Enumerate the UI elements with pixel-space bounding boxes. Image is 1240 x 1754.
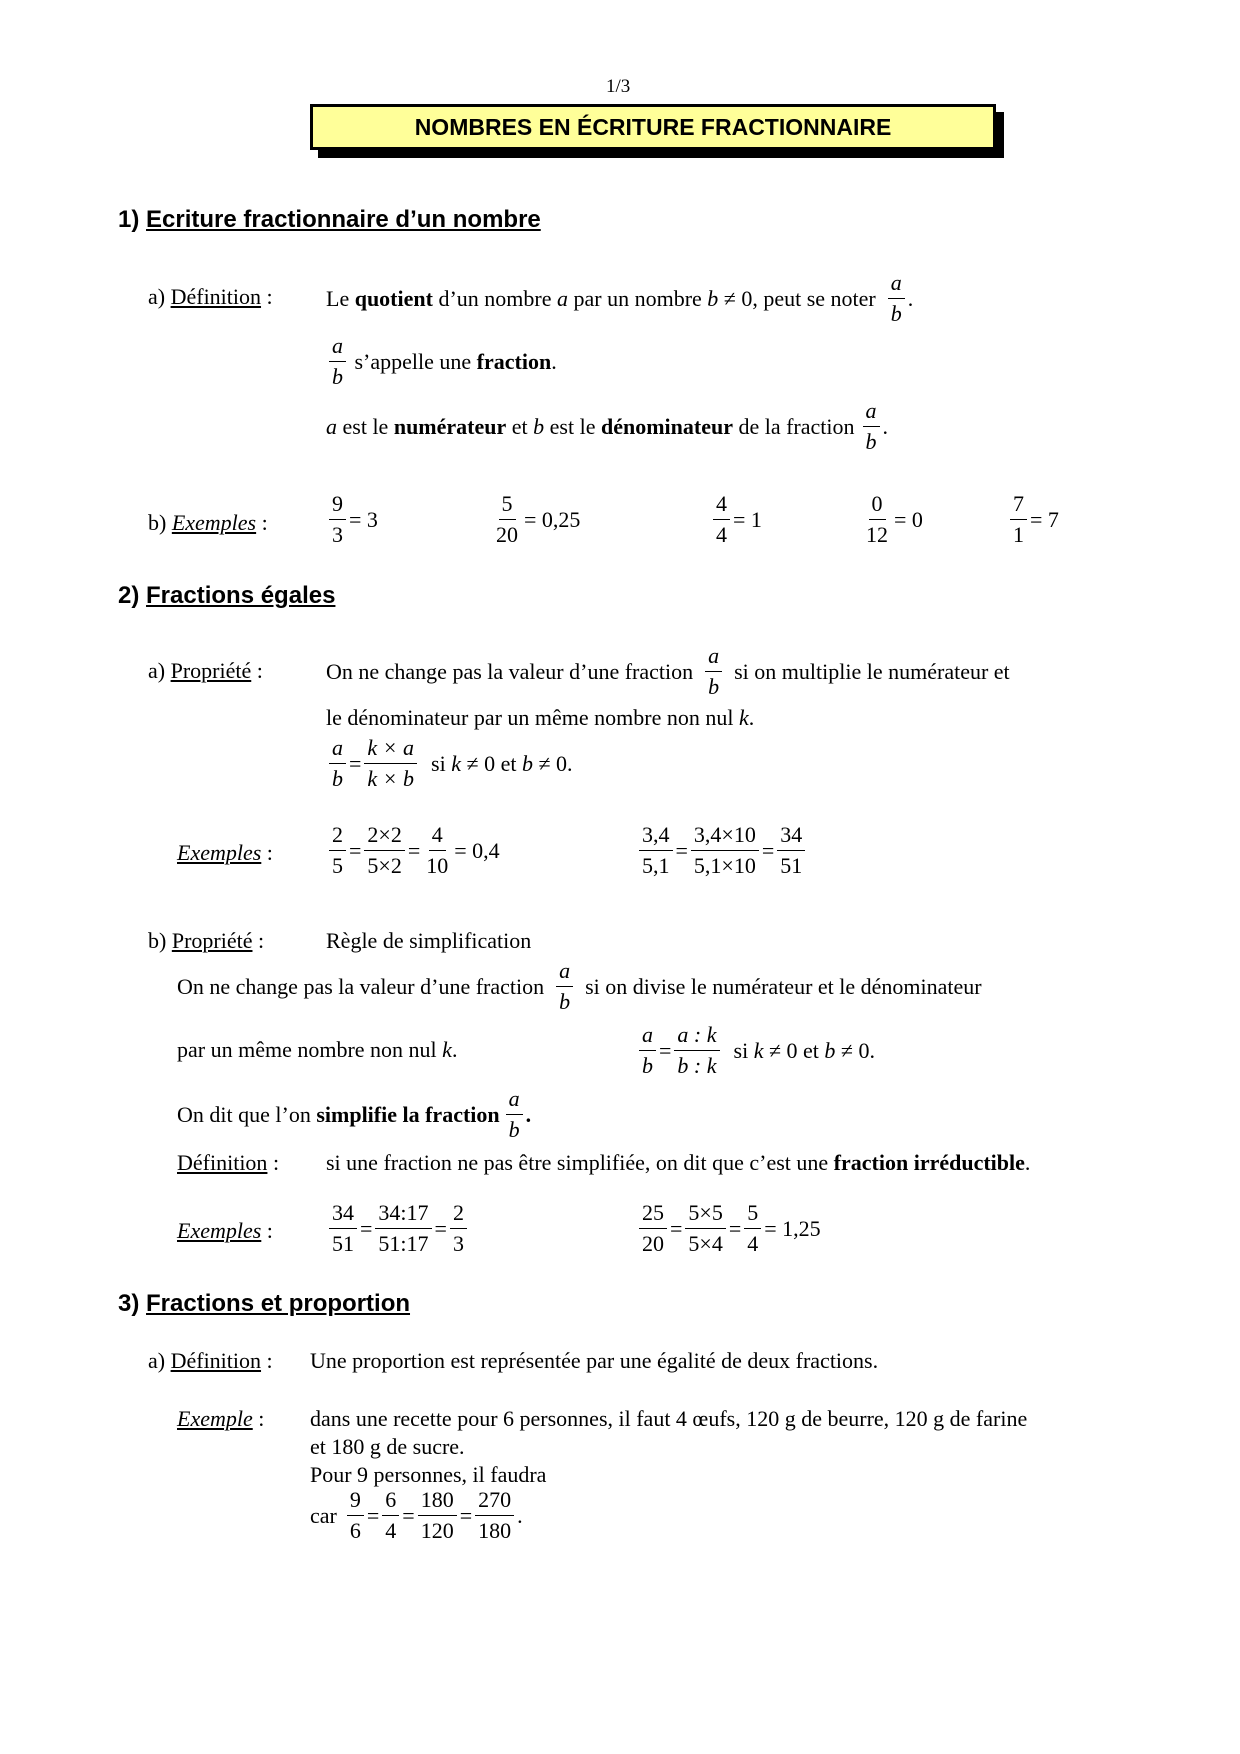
numerator: 7	[1010, 491, 1027, 520]
text: d’un nombre	[438, 285, 552, 311]
fraction	[639, 822, 673, 879]
equals: =	[459, 1502, 473, 1528]
denominator: k × b	[367, 766, 415, 791]
s3-definition-text: Une proportion est représentée par une égalité de deux fractions.	[310, 1348, 879, 1373]
var-k: k	[753, 1037, 764, 1063]
numerator: 2	[450, 1200, 467, 1229]
result: = 7	[1030, 506, 1059, 532]
dot: .	[748, 705, 755, 730]
var-k: k	[739, 705, 749, 730]
numerator: a : k	[674, 1022, 719, 1051]
var-a: a	[326, 413, 337, 439]
fraction-a-over-b	[329, 333, 346, 390]
section-3-heading	[118, 1290, 410, 1318]
s2-definition-term: Définition	[177, 1150, 268, 1175]
s3-proportion-equation	[310, 1487, 523, 1544]
numerator: 5×5	[685, 1200, 725, 1229]
section-1-heading	[118, 206, 541, 234]
s2-property-b-line-1	[177, 958, 982, 1015]
denominator: 5×2	[367, 853, 402, 878]
fraction	[691, 822, 759, 879]
fraction	[329, 1200, 357, 1257]
s3-a-letter: a)	[148, 1348, 166, 1373]
section-1-title: Ecriture fractionnaire d’un nombre	[146, 206, 541, 233]
s2-colon: :	[257, 928, 265, 953]
numerator: 5	[499, 491, 516, 520]
s3-example-line-3: Pour 9 personnes, il faudra	[310, 1462, 547, 1487]
numerator: 0	[869, 491, 886, 520]
equals: =	[675, 837, 688, 863]
s2-formula-divide	[636, 1022, 875, 1079]
page-title-text: NOMBRES EN ÉCRITURE FRACTIONNAIRE	[414, 113, 892, 140]
s2-a-label	[148, 658, 263, 684]
s2-example-4	[636, 1200, 821, 1257]
page-title	[310, 104, 996, 150]
s1-b-label	[148, 510, 268, 536]
fraction	[1010, 491, 1027, 548]
fraction-bold: fraction	[476, 348, 552, 374]
text: Le	[326, 285, 350, 311]
fraction	[347, 1487, 364, 1544]
fraction	[639, 1200, 667, 1257]
s1-example-1	[326, 491, 378, 548]
text: ≠ 0 et	[768, 1037, 819, 1063]
s2-example-2	[636, 822, 808, 879]
text: On ne change pas la valeur d’une fraction	[326, 658, 694, 684]
var-k: k	[442, 1037, 452, 1062]
section-1-number: 1)	[118, 206, 140, 233]
equals: =	[670, 1215, 683, 1241]
text: si on divise le numérateur et le dénominateur	[585, 973, 982, 999]
dot: .	[1024, 1150, 1031, 1175]
s2-formula-multiply	[326, 735, 573, 792]
s2-examples-term: Exemples	[177, 840, 262, 865]
denominator: 5	[332, 853, 343, 878]
page-number: 1/3	[606, 76, 631, 97]
denominateur-bold: dénominateur	[600, 413, 733, 439]
numerator: 180	[418, 1487, 457, 1516]
s2-colon: :	[266, 1218, 273, 1243]
s2-simplification-rule: Règle de simplification	[326, 928, 532, 953]
equals: =	[360, 1215, 373, 1241]
equals: =	[349, 837, 362, 863]
s2-property-term: Propriété	[170, 658, 252, 683]
fraction-a-over-b	[506, 1086, 523, 1143]
s1-example-4	[860, 491, 923, 548]
var-a: a	[556, 285, 568, 311]
numerator: a	[556, 958, 573, 987]
denominator: 3	[452, 1231, 464, 1256]
s3-a-label	[148, 1348, 273, 1374]
denominator: 51	[332, 1231, 354, 1256]
s1-definition-line	[326, 270, 913, 327]
s2-example-3	[326, 1200, 470, 1257]
denominator: 120	[420, 1518, 454, 1543]
s1-example-5	[1007, 491, 1059, 548]
fraction	[375, 1200, 431, 1257]
var-b: b	[824, 1037, 836, 1063]
fraction	[475, 1487, 514, 1544]
fraction	[329, 491, 346, 548]
numerator: 34	[777, 822, 805, 851]
text: On dit que l’on	[177, 1101, 311, 1127]
s1-b-letter: b)	[148, 510, 167, 535]
numerator: 270	[475, 1487, 514, 1516]
s1-examples-term: Exemples	[171, 510, 257, 535]
result: = 0,25	[524, 506, 581, 532]
section-3-title: Fractions et proportion	[146, 1290, 411, 1317]
simplify-bold: simplifie la fraction	[316, 1101, 500, 1127]
text: On ne change pas la valeur d’une fraction	[177, 973, 545, 999]
text: par un même nombre non nul	[177, 1037, 437, 1062]
denominator: 180	[478, 1518, 512, 1543]
denominator: 6	[349, 1518, 361, 1543]
s3-colon: :	[258, 1406, 265, 1431]
numerator: 34	[329, 1200, 357, 1229]
s1-a-letter: a)	[148, 284, 166, 309]
numerator: 34:17	[375, 1200, 431, 1229]
fraction	[329, 822, 346, 879]
irreducible-bold: fraction irréductible	[833, 1150, 1025, 1175]
equals: =	[434, 1215, 447, 1241]
denominator: b	[508, 1117, 520, 1142]
numerator: 4	[713, 491, 730, 520]
denominator: 1	[1013, 522, 1024, 547]
numerator: a	[506, 1086, 523, 1115]
fraction	[423, 822, 451, 879]
fraction	[777, 822, 805, 879]
s3-example-term: Exemple	[177, 1406, 253, 1431]
text: de la fraction	[738, 413, 855, 439]
s3-example-label	[177, 1406, 264, 1432]
fraction	[685, 1200, 725, 1257]
denominator: b	[890, 301, 902, 326]
denominator: 20	[496, 522, 518, 547]
numerator: 3,4	[639, 822, 673, 851]
var-k: k	[451, 750, 461, 776]
denominator: 51	[780, 853, 803, 878]
numerator: 6	[382, 1487, 399, 1516]
fraction-a-over-b	[888, 270, 905, 327]
numerator: k × a	[364, 735, 417, 764]
text: si on multiplie le numérateur et	[734, 658, 1010, 684]
text: est le	[549, 413, 596, 439]
numerator: 9	[329, 491, 346, 520]
fraction-a-over-b	[329, 735, 346, 792]
fraction-ak-over-bk	[674, 1022, 719, 1079]
quotient-bold: quotient	[354, 285, 433, 311]
dot: .	[882, 413, 889, 439]
fraction	[382, 1487, 399, 1544]
denominator: 10	[426, 853, 449, 878]
s3-example-line-1: dans une recette pour 6 personnes, il faut 4 œufs, 120 g de beurre, 120 g de farine	[310, 1406, 1028, 1431]
result: = 1,25	[764, 1215, 821, 1241]
section-2-title: Fractions égales	[146, 582, 336, 609]
s1-numerator-line	[326, 398, 888, 455]
equals: =	[659, 1037, 672, 1063]
fraction-a-over-b	[639, 1022, 656, 1079]
fraction	[450, 1200, 467, 1257]
numerator: 9	[347, 1487, 364, 1516]
section-2-number: 2)	[118, 582, 140, 609]
text: et	[511, 413, 528, 439]
s2-property-line-1	[326, 643, 1010, 700]
fraction	[863, 491, 891, 548]
fraction	[744, 1200, 761, 1257]
denominator: 20	[642, 1231, 664, 1256]
s2-property-b-line-2	[177, 1037, 457, 1063]
s2-examples-label	[177, 840, 273, 866]
text: s’appelle une	[354, 348, 472, 374]
numerator: 4	[429, 822, 446, 851]
text: le dénominateur par un même nombre non nul	[326, 705, 734, 730]
denominator: b	[708, 674, 720, 699]
equals: =	[402, 1502, 415, 1528]
s2-definition-label	[177, 1150, 279, 1176]
dot: .	[551, 348, 557, 374]
denominator: b	[332, 364, 343, 389]
denominator: 4	[385, 1518, 397, 1543]
denominator: 4	[747, 1231, 759, 1256]
dot: .	[907, 285, 914, 311]
numerator: a	[639, 1022, 656, 1051]
fraction-ka-over-kb	[364, 735, 417, 792]
text: si	[431, 750, 446, 776]
result: = 1	[733, 506, 762, 532]
s1-colon: :	[261, 510, 268, 535]
numerator: a	[888, 270, 905, 299]
s2-simplify-line	[177, 1086, 531, 1143]
fraction-a-over-b	[556, 958, 573, 1015]
numerator: 2	[329, 822, 346, 851]
denominator: 5,1	[642, 853, 670, 878]
denominator: b	[642, 1053, 653, 1078]
s1-a-label	[148, 284, 273, 310]
s3-example-line-2: et 180 g de sucre.	[310, 1434, 465, 1459]
text: ≠ 0, peut se noter	[723, 285, 876, 311]
s2-examples-term-2: Exemples	[177, 1218, 262, 1243]
dot: .	[525, 1101, 532, 1127]
numerator: 2×2	[364, 822, 404, 851]
denominator: 51:17	[378, 1231, 429, 1256]
var-b: b	[707, 285, 719, 311]
numerateur-bold: numérateur	[393, 413, 507, 439]
s2-property-term-b: Propriété	[171, 928, 253, 953]
numerator: 3,4×10	[691, 822, 759, 851]
numerator: 25	[639, 1200, 667, 1229]
denominator: 12	[866, 522, 888, 547]
s2-examples-label-2	[177, 1218, 273, 1244]
numerator: a	[863, 398, 880, 427]
fraction	[493, 491, 521, 548]
fraction-a-over-b	[705, 643, 722, 700]
s1-example-2	[490, 491, 580, 548]
fraction-a-over-b	[863, 398, 880, 455]
text: ≠ 0 et	[466, 750, 517, 776]
fraction	[418, 1487, 457, 1544]
equals: =	[761, 837, 775, 863]
result: = 3	[349, 506, 378, 532]
s3-colon: :	[266, 1348, 273, 1373]
text: ≠ 0.	[840, 1037, 875, 1063]
s2-colon: :	[266, 840, 273, 865]
section-2-heading	[118, 582, 335, 610]
text: si	[733, 1037, 749, 1063]
s2-b-letter: b)	[148, 928, 167, 953]
denominator: b	[332, 766, 343, 791]
denominator: b	[559, 989, 571, 1014]
text: est le	[342, 413, 389, 439]
var-b: b	[533, 413, 545, 439]
text: par un nombre	[573, 285, 702, 311]
denominator: 5×4	[688, 1231, 723, 1256]
numerator: a	[329, 333, 346, 362]
s2-definition-text	[326, 1150, 1030, 1176]
equals: =	[366, 1502, 380, 1528]
text: si une fraction ne pas être simplifiée, on dit que c’est une	[326, 1150, 829, 1175]
dot: .	[517, 1502, 523, 1528]
s2-colon: :	[272, 1150, 280, 1175]
result: = 0,4	[454, 837, 500, 863]
equals: =	[728, 1215, 742, 1241]
s1-definition-term: Définition	[170, 284, 262, 309]
numerator: a	[705, 643, 722, 672]
s1-example-3	[710, 491, 762, 548]
fraction	[364, 822, 404, 879]
s2-b-label	[148, 928, 264, 954]
equals: =	[407, 837, 421, 863]
s2-example-1	[326, 822, 500, 879]
numerator: a	[329, 735, 346, 764]
s3-definition-term: Définition	[170, 1348, 262, 1373]
s1-colon: :	[266, 284, 273, 309]
s1-fraction-line	[326, 333, 557, 390]
denominator: 4	[716, 522, 727, 547]
s2-a-letter: a)	[148, 658, 166, 683]
denominator: b : k	[677, 1053, 717, 1078]
fraction	[713, 491, 730, 548]
denominator: 5,1×10	[693, 853, 756, 878]
dot: .	[451, 1037, 458, 1062]
equals: =	[349, 750, 362, 776]
denominator: b	[865, 429, 877, 454]
section-3-number: 3)	[118, 1290, 140, 1317]
result: = 0	[894, 506, 923, 532]
s2-colon: :	[256, 658, 263, 683]
s2-property-line-2	[326, 705, 754, 731]
text: car	[310, 1502, 337, 1528]
denominator: 3	[332, 522, 343, 547]
text: ≠ 0.	[538, 750, 573, 776]
var-b: b	[521, 750, 533, 776]
numerator: 5	[744, 1200, 761, 1229]
